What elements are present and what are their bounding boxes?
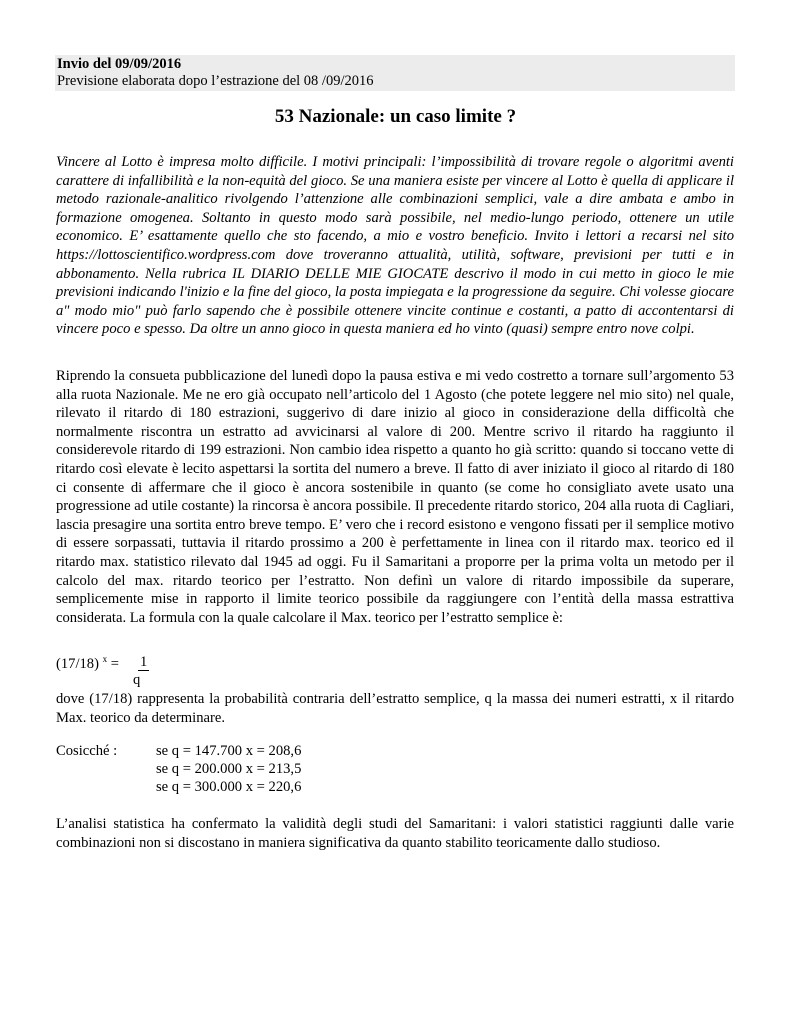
formula-numerator: 1 (140, 654, 148, 670)
header-send-date: Invio del 09/09/2016 (57, 56, 182, 72)
cosicche-line-3: se q = 300.000 x = 220,6 (156, 779, 302, 795)
page-title: 53 Nazionale: un caso limite ? (274, 106, 517, 127)
body-paragraph-2: dove (17/18) rappresenta la probabilità contraria dell’estratto semplice, q la massa dei numeri estratti, x il ritardo Max. teorico da determinare. (56, 691, 734, 726)
formula-base: (17/18) (56, 656, 99, 672)
body-paragraph-1: Riprendo la consueta pubblicazione del lunedì dopo la pausa estiva e mi vedo costretto a tornare sull’argomento 53 alla ruota Nazionale. Me ne ero già occupato nell’articolo del 1 Agosto (che potete leggere nel mio sito) nel quale, rilevato il ritardo di 180 estrazioni, suggerivo di dare inizio al gioco in considerazione della difficoltà che normalmente riscontra un estratto ad avvicinarsi al valore di 200. Mentre scrivo il ritardo ha raggiunto il considerevole ritardo di 199 estrazioni. Non cambio idea rispetto a quanto ho già scritto: quando si toccano vette di ritardo così elevate è lecito aspettarsi la sortita del numero a breve. Il fatto di aver iniziato il gioco al ritardo di 180 ci consente di affermare che il gioco è ancora sostenibile in quanto (se come ho consigliato avete usato una progressione ad utile costante) la rincorsa è ancora possibile. Il precedente ritardo storico, 204 alla ruota di Cagliari, lascia presagire una sortita entro breve tempo. E’ vero che i record esistono e vengono fissati per il semplice motivo di essere sorpassati, tuttavia il ritardo prossimo a 200 è perfettamente in linea con il ritardo max. teorico ed il ritardo max. statistico rilevato dal 1945 ad oggi. Fu il Samaritani a proporre per la prima volta un metodo per il calcolo del max. ritardo teorico per l’estratto. Non definì un valore di ritardo impossibile da superare, semplicemente mise in rapporto il limite teorico possibile da raggiungere con l’entità della massa estrattiva considerata. La formula con la quale calcolare il Max. teorico per l’estratto semplice è: (56, 368, 734, 626)
formula-left-side (56, 654, 119, 673)
cosicche-line-1: se q = 147.700 x = 208,6 (156, 743, 302, 759)
cosicche-line-2: se q = 200.000 x = 213,5 (156, 761, 302, 777)
body-paragraph-3: L’analisi statistica ha confermato la validità degli studi del Samaritani: i valori statistici raggiunti dalle varie combinazioni non si discostano in maniera significativa da quanto stabilito teoricamente dallo studioso. (56, 816, 734, 851)
formula-equals: = (107, 656, 120, 672)
intro-paragraph: Vincere al Lotto è impresa molto difficile. I motivi principali: l’impossibilità di trovare regole o algoritmi aventi carattere di infallibilità e la non-equità del gioco. Se una maniera esiste per vincere al Lotto è quella di applicare il metodo razionale-analitico rivolgendo l’attenzione alle combinazioni semplici, vale a dire ambata e ambo in formazione omogenea. Soltanto in questo modo sarà possibile, nel medio-lungo periodo, ottenere un utile economico. E’ esattamente quello che sto facendo, a mio e vostro beneficio. Invito i lettori a recarsi nel sito https://lottoscientifico.wordpress.com dove troveranno attualità, utilità, software, previsioni per tutti e in abbonamento. Nella rubrica IL DIARIO DELLE MIE GIOCATE descrivo il modo in cui metto in gioco le mie previsioni indicando l'inizio e la fine del gioco, la posta impiegata e la progressione da seguire. Chi volesse giocare a" modo mio" può farlo sapendo che è possibile ottenere vincite continue e costanti, a patto di accontentarsi di vincere poco e spesso. Da oltre un anno gioco in questa maniera ed ho vinto (quasi) sempre entro nove colpi. (56, 154, 734, 338)
formula-exponent: x (102, 654, 108, 664)
header-forecast-note: Previsione elaborata dopo l’estrazione del 08 /09/2016 (57, 73, 374, 89)
formula-denominator: q (133, 672, 141, 688)
cosicche-label: Cosicché : (56, 743, 118, 759)
